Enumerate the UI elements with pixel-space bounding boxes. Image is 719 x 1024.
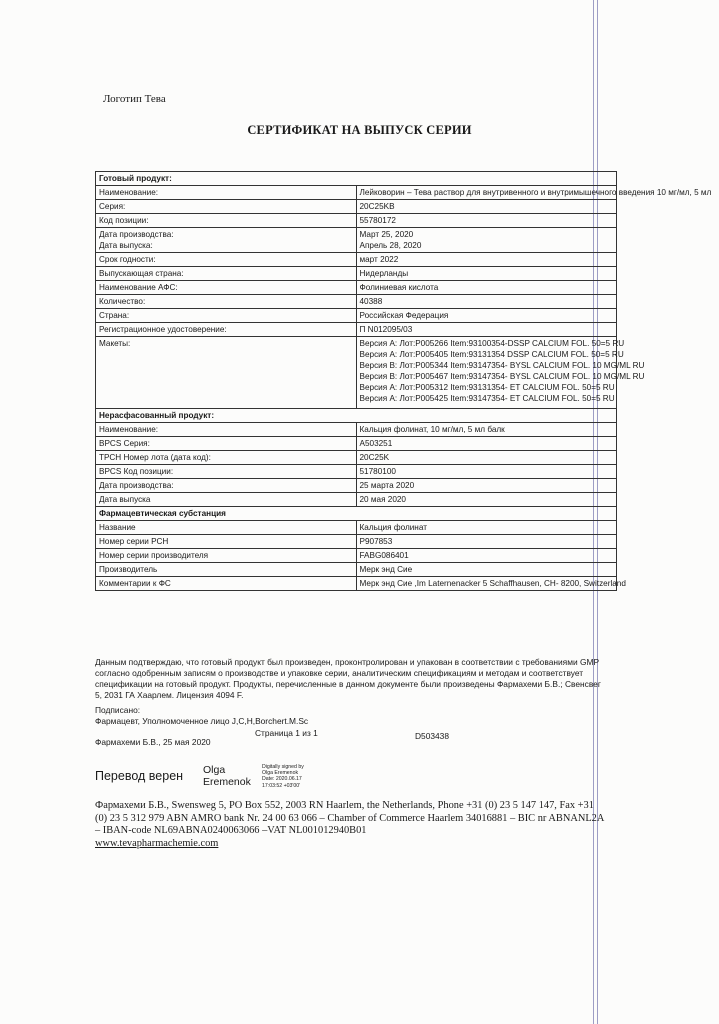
bulk-release-date-value: 20 мая 2020 — [356, 493, 617, 507]
field-label: Серия: — [96, 200, 357, 214]
company-footer — [95, 800, 605, 850]
mockups-value — [356, 337, 645, 409]
item-code-value: 55780172 — [356, 214, 617, 228]
field-label: Количество: — [96, 295, 357, 309]
table-row — [96, 423, 617, 437]
confirmation-statement: Данным подтверждаю, что готовый продукт был произведен, проконтролирован и упакован в соответствии с требованиями GMP согласно одобренным записям о производстве и упаковке серии, аналитическим спецификациям и методам и соответствует спецификации на готовый продукт. Продукты, перечисленные в данном документе были произведены Фармахеми Б.В.; Свенсвег 5, 2031 ГА Хаарлем. Лицензия 4094 F. — [95, 657, 601, 700]
signer-last-name: Eremenok — [203, 776, 251, 788]
mockup-line: Версия А: Лот:P005405 Item:93131354 DSSP CALCIUM FOL. 50=5 RU — [359, 350, 624, 359]
field-label: Название — [96, 521, 357, 535]
digital-signature-name — [203, 764, 251, 788]
production-date-value: Март 25, 2020 — [359, 230, 414, 239]
table-row — [96, 493, 617, 507]
section-row — [96, 172, 617, 186]
releasing-country-value: Нидерланды — [356, 267, 617, 281]
field-label: Наименование: — [96, 186, 357, 200]
tpch-lot-value: 20C25K — [356, 451, 617, 465]
comments-value: Мерк энд Сие ,Im Laternenacker 5 Schaffhausen, CH- 8200, Switzerland — [356, 577, 617, 591]
mockup-line: Версия А: Лот:P005312 Item:93131354- ET CALCIUM FOL. 50=5 RU — [359, 383, 615, 392]
signature-detail-line: 17:03:52 +03'00' — [262, 782, 301, 789]
table-row — [96, 228, 617, 253]
substance-name-value: Кальция фолинат — [356, 521, 617, 535]
certificate-table — [95, 171, 712, 591]
table-row — [96, 295, 617, 309]
signature-detail-line: Olga Eremenok — [262, 770, 299, 777]
api-name-value: Фолиниевая кислота — [356, 281, 617, 295]
table-row — [96, 214, 617, 228]
field-label: Дата производства: — [96, 479, 357, 493]
manufacturer-value: Мерк энд Сие — [356, 563, 617, 577]
field-label: Наименование: — [96, 423, 357, 437]
field-label: Макеты: — [96, 337, 357, 409]
registration-value: П N012095/03 — [356, 323, 617, 337]
bulk-name-value: Кальция фолинат, 10 мг/мл, 5 мл балк — [356, 423, 617, 437]
section-row — [96, 507, 617, 521]
table-row — [96, 200, 617, 214]
table-row — [96, 186, 617, 200]
section-finished-product: Готовый продукт: — [96, 172, 617, 186]
translation-verified-label: Перевод верен — [95, 769, 184, 783]
field-label: ТРСН Номер лота (дата код): — [96, 451, 357, 465]
table-row — [96, 577, 617, 591]
mockup-line: Версия А: Лот:P005425 Item:93147354- ET CALCIUM FOL. 50=5 RU — [359, 394, 615, 403]
field-label: Код позиции: — [96, 214, 357, 228]
dates-value — [356, 228, 617, 253]
product-name-value: Лейковорин – Тева раствор для внутривенного и внутримышечного введения 10 мг/мл, 5 мл — [356, 186, 617, 200]
table-row — [96, 323, 617, 337]
field-label: BPCS Серия: — [96, 437, 357, 451]
manufacturer-batch-value: FABG086401 — [356, 549, 617, 563]
signed-label: Подписано: — [95, 705, 141, 715]
table-row — [96, 267, 617, 281]
batch-value: 20C25KB — [356, 200, 617, 214]
table-row — [96, 337, 617, 409]
field-label: Срок годности: — [96, 253, 357, 267]
signature-detail-line: Digitally signed by — [262, 764, 304, 770]
table-row — [96, 281, 617, 295]
release-date-label: Дата выпуска: — [99, 241, 153, 250]
bpcs-batch-value: A503251 — [356, 437, 617, 451]
quantity-value: 40388 — [356, 295, 617, 309]
document-code: D503438 — [415, 731, 449, 741]
field-label — [96, 228, 357, 253]
mockup-line: Версия В: Лот:P005467 Item:93147354- BYSL CALCIUM FOL. 10 MG/ML RU — [359, 372, 645, 381]
section-row — [96, 409, 617, 423]
table-row — [96, 309, 617, 323]
signature-detail-line: Date: 2020.06.17 — [262, 776, 302, 783]
company-date-line: Фармахеми Б.В., 25 мая 2020 — [95, 737, 211, 747]
section-api-substance: Фармацевтическая субстанция — [96, 507, 617, 521]
field-label: Комментарии к ФС — [96, 577, 357, 591]
bpcs-item-value: 51780100 — [356, 465, 617, 479]
company-website-link[interactable]: www.tevapharmachemie.com — [95, 837, 219, 849]
field-label: Номер серии РСН — [96, 535, 357, 549]
table-row — [96, 549, 617, 563]
country-value: Российская Федерация — [356, 309, 617, 323]
table-row — [96, 451, 617, 465]
table-row — [96, 521, 617, 535]
section-bulk-product: Нерасфасованный продукт: — [96, 409, 617, 423]
table-row — [96, 563, 617, 577]
field-label: Наименование АФС: — [96, 281, 357, 295]
table-row — [96, 253, 617, 267]
field-label: Регистрационное удостоверение: — [96, 323, 357, 337]
release-date-value: Апрель 28, 2020 — [359, 241, 422, 250]
mockup-line: Версия А: Лот:P005266 Item:93100354-DSSP CALCIUM FOL. 50=5 RU — [359, 339, 625, 348]
company-address: Фармахеми Б.В., Swensweg 5, PO Box 552, 2003 RN Haarlem, the Netherlands, Phone +31 (0) 23 5 147 147, Fax +31 (0) 23 5 312 979 ABN AMRO bank Nr. 24 00 63 066 – Chamber of Commerce Haarlem 34016881 – BIC nr ABNANL2A – IBAN-code NL69ABNA0240063066 –VAT NL001012940B01 — [95, 800, 604, 836]
field-label: Страна: — [96, 309, 357, 323]
table-row — [96, 535, 617, 549]
table-row — [96, 465, 617, 479]
pharmacist-line: Фармацевт, Уполномоченное лицо J,C,H,Borchert.M.Sc — [95, 716, 309, 726]
bulk-production-date-value: 25 марта 2020 — [356, 479, 617, 493]
table-row — [96, 479, 617, 493]
table-row — [96, 437, 617, 451]
logo-placeholder-text: Логотип Тева — [103, 93, 166, 105]
field-label: Производитель — [96, 563, 357, 577]
document-title: СЕРТИФИКАТ НА ВЫПУСК СЕРИИ — [247, 123, 472, 137]
production-date-label: Дата производства: — [99, 230, 174, 239]
expiry-value: март 2022 — [356, 253, 617, 267]
signer-first-name: Olga — [203, 764, 226, 776]
field-label: Выпускающая страна: — [96, 267, 357, 281]
pch-batch-value: P907853 — [356, 535, 617, 549]
field-label: Дата выпуска — [96, 493, 357, 507]
digital-signature-details — [262, 764, 304, 789]
field-label: BPCS Код позиции: — [96, 465, 357, 479]
mockup-line: Версия В: Лот:P005344 Item:93147354- BYSL CALCIUM FOL. 10 MG/ML RU — [359, 361, 645, 370]
field-label: Номер серии производителя — [96, 549, 357, 563]
page-number: Страница 1 из 1 — [255, 728, 318, 738]
